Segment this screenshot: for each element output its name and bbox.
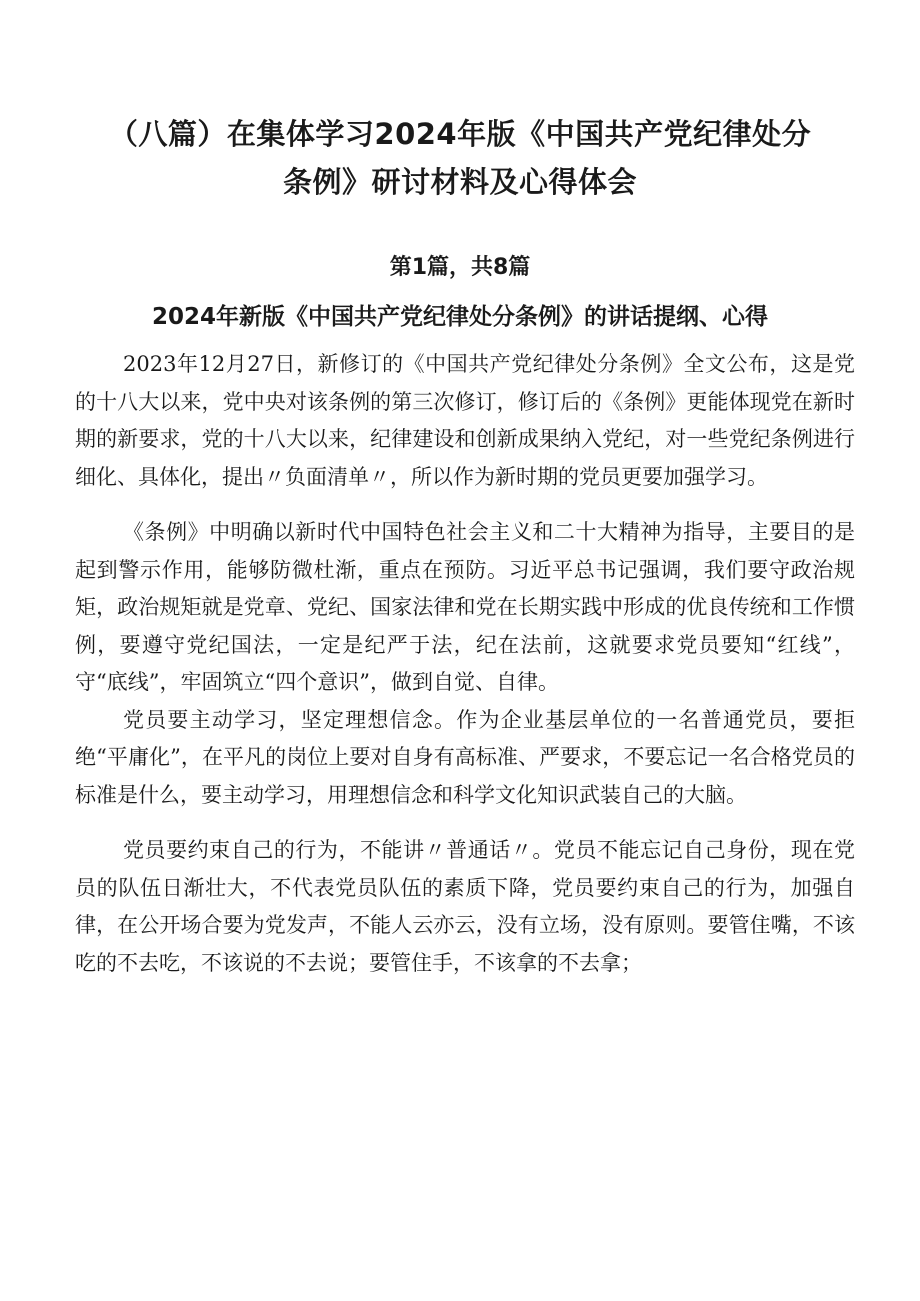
document-title-line-1: （八篇）在集体学习2024年版《中国共产党纪律处分 xyxy=(108,117,812,151)
paragraph-4: 党员要约束自己的行为，不能讲〃普通话〃。党员不能忘记自己身份，现在党员的队伍日渐壮大，不代表党员队伍的素质下降，党员要约束自己的行为，加强自律，在公开场合要为党发声，不能人云亦云，没有立场，没有原则。要管住嘴，不该吃的不去吃，不该说的不去说；要管住手，不该拿的不去拿； xyxy=(75,838,855,975)
paragraph-1: 2023年12月27日，新修订的《中国共产党纪律处分条例》全文公布，这是党的十八大以来，党中央对该条例的第三次修订，修订后的《条例》更能体现党在新时期的新要求，党的十八大以来，纪律建设和创新成果纳入党纪，对一些党纪条例进行细化、具体化，提出〃负面清单〃，所以作为新时期的党员更要加强学习。 xyxy=(75,352,855,489)
article-title: 2024年新版《中国共产党纪律处分条例》的讲话提纲、心得 xyxy=(151,304,768,330)
paragraph-2: 《条例》中明确以新时代中国特色社会主义和二十大精神为指导，主要目的是起到警示作用，能够防微杜渐，重点在预防。习近平总书记强调，我们要守政治规矩，政治规矩就是党章、党纪、国家法律和党在长期实践中形成的优良传统和工作惯例，要遵守党纪国法，一定是纪严于法，纪在法前，这就要求党员要知“红线”，守“底线”，牢固筑立“四个意识”，做到自觉、自律。 xyxy=(75,520,855,694)
document-title xyxy=(60,110,860,206)
paragraph-3: 党员要主动学习，坚定理想信念。作为企业基层单位的一名普通党员，要拒绝“平庸化”，在平凡的岗位上要对自身有高标准、严要求，不要忘记一名合格党员的标准是什么，要主动学习，用理想信念和科学文化知识武装自己的大脑。 xyxy=(75,707,855,807)
document-title-line-2: 条例》研讨材料及心得体会 xyxy=(282,165,637,199)
article-body xyxy=(75,346,855,982)
part-label: 第1篇，共8篇 xyxy=(389,255,531,280)
